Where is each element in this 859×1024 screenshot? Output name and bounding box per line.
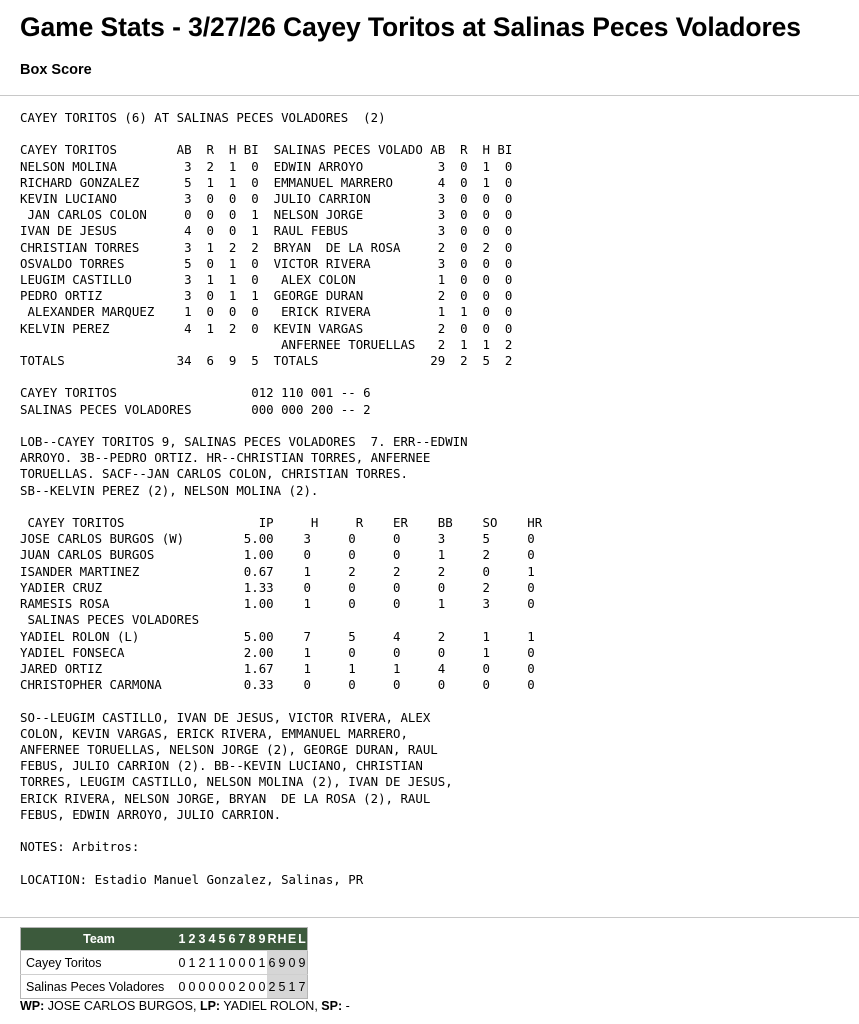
- inning-score: 0: [177, 975, 187, 999]
- col-header-inning: 3: [197, 928, 207, 951]
- wp-label: WP:: [20, 999, 45, 1013]
- team-name: Cayey Toritos: [21, 951, 178, 975]
- col-header-inning: 1: [177, 928, 187, 951]
- table-row: [21, 975, 308, 999]
- team-name: Salinas Peces Voladores: [21, 975, 178, 999]
- winning-pitcher: JOSE CARLOS BURGOS: [47, 999, 193, 1013]
- total-runs: 6: [267, 951, 277, 975]
- col-header-errors: E: [287, 928, 297, 951]
- line-score-header-row: [21, 928, 308, 951]
- save-pitcher: -: [345, 999, 350, 1013]
- col-header-team: Team: [21, 928, 178, 951]
- inning-score: 0: [177, 951, 187, 975]
- table-row: [21, 951, 308, 975]
- inning-score: 0: [197, 975, 207, 999]
- inning-score: 1: [207, 951, 217, 975]
- box-score-text: CAYEY TORITOS (6) AT SALINAS PECES VOLADORES (2) CAYEY TORITOS AB R H BI SALINAS PECES VOLADO AB R H BI NELSON MOLINA 3 2 1 0 EDWIN ARROYO 3 0 1 0 RICHARD GONZALEZ 5 1 1 0 EMMANUEL MARRERO 4 0 1 0 KEVIN LUCIANO 3 0 0 0 JULIO CARRION 3 0 0 0 JAN CARLOS COLON 0 0 0 1 NELSON JORGE 3 0 0 0 IVAN DE JESUS 4 0 0 1 RAUL FEBUS 3 0 0 0 CHRISTIAN TORRES 3 1 2 2 BRYAN DE LA ROSA 2 0 2 0 OSVALDO TORRES 5 0 1 0 VICTOR RIVERA 3 0 0 0 LEUGIM CASTILLO 3 1 1 0 ALEX COLON 1 0 0 0 PEDRO ORTIZ 3 0 1 1 GEORGE DURAN 2 0 0 0 ALEXANDER MARQUEZ 1 0 0 0 ERICK RIVERA 1 1 0 0 KELVIN PEREZ 4 1 2 0 KEVIN VARGAS 2 0 0 0 ANFERNEE TORUELLAS 2 1 1 2 TOTALS 34 6 9 5 TOTALS 29 2 5 2 CAYEY TORITOS 012 110 001 -- 6 SALINAS PECES VOLADORES 000 000 200 -- 2 LOB--CAYEY TORITOS 9, SALINAS PECES VOLADORES 7. ERR--EDWIN ARROYO. 3B--PEDRO ORTIZ. HR--CHRISTIAN TORRES, ANFERNEE TORUELLAS. SACF--JAN CARLOS COLON, CHRISTIAN TORRES. SB--KELVIN PEREZ (2), NELSON MOLINA (2). CAYEY TORITOS IP H R ER BB SO HR JOSE CARLOS BURGOS (W) 5.00 3 0 0 3 5 0 JUAN CARLOS BURGOS 1.00 0 0 0 1 2 0 ISANDER MARTINEZ 0.67 1 2 2 2 0 1 YADIER CRUZ 1.33 0 0 0 0 2 0 RAMESIS ROSA 1.00 1 0 0 1 3 0 SALINAS PECES VOLADORES YADIEL ROLON (L) 5.00 7 5 4 2 1 1 YADIEL FONSECA 2.00 1 0 0 0 1 0 JARED ORTIZ 1.67 1 1 1 4 0 0 CHRISTOPHER CARMONA 0.33 0 0 0 0 0 0 SO--LEUGIM CASTILLO, IVAN DE JESUS, VICTOR RIVERA, ALEX COLON, KEVIN VARGAS, ERICK RIVERA, EMMANUEL MARRERO, ANFERNEE TORUELLAS, NELSON JORGE (2), GEORGE DURAN, RAUL FEBUS, JULIO CARRION (2). BB--KEVIN LUCIANO, CHRISTIAN TORRES, LEUGIM CASTILLO, NELSON MOLINA (2), IVAN DE JESUS, ERICK RIVERA, NELSON JORGE, BRYAN DE LA ROSA (2), RAUL FEBUS, EDWIN ARROYO, JULIO CARRION. NOTES: Arbitros: LOCATION: Estadio Manuel Gonzalez, Salinas, PR: [20, 110, 543, 887]
- total-errors: 0: [287, 951, 297, 975]
- inning-score: 0: [247, 951, 257, 975]
- section-subtitle: Box Score: [20, 62, 92, 78]
- col-header-lob: L: [297, 928, 308, 951]
- col-header-inning: 2: [187, 928, 197, 951]
- inning-score: 0: [257, 975, 267, 999]
- total-lob: 9: [297, 951, 308, 975]
- page-title: Game Stats - 3/27/26 Cayey Toritos at Salinas Peces Voladores: [20, 12, 801, 42]
- total-lob: 7: [297, 975, 308, 999]
- inning-score: 0: [217, 975, 227, 999]
- line-score-table: [20, 927, 308, 999]
- col-header-inning: 9: [257, 928, 267, 951]
- inning-score: 0: [187, 975, 197, 999]
- inning-score: 0: [227, 975, 237, 999]
- inning-score: 1: [257, 951, 267, 975]
- divider-top: [0, 95, 859, 96]
- divider-bottom: [0, 917, 859, 918]
- col-header-inning: 5: [217, 928, 227, 951]
- inning-score: 0: [207, 975, 217, 999]
- inning-score: 1: [187, 951, 197, 975]
- col-header-inning: 6: [227, 928, 237, 951]
- total-hits: 9: [277, 951, 287, 975]
- inning-score: 1: [217, 951, 227, 975]
- col-header-inning: 7: [237, 928, 247, 951]
- pitching-decisions: WP: JOSE CARLOS BURGOS, LP: YADIEL ROLON, SP: -: [20, 999, 350, 1013]
- inning-score: 2: [237, 975, 247, 999]
- sp-label: SP:: [321, 999, 343, 1013]
- col-header-runs: R: [267, 928, 277, 951]
- inning-score: 0: [237, 951, 247, 975]
- col-header-inning: 4: [207, 928, 217, 951]
- inning-score: 0: [227, 951, 237, 975]
- total-runs: 2: [267, 975, 277, 999]
- inning-score: 2: [197, 951, 207, 975]
- total-hits: 5: [277, 975, 287, 999]
- total-errors: 1: [287, 975, 297, 999]
- col-header-inning: 8: [247, 928, 257, 951]
- inning-score: 0: [247, 975, 257, 999]
- col-header-hits: H: [277, 928, 287, 951]
- lp-label: LP:: [199, 999, 221, 1013]
- losing-pitcher: YADIEL ROLON: [223, 999, 315, 1013]
